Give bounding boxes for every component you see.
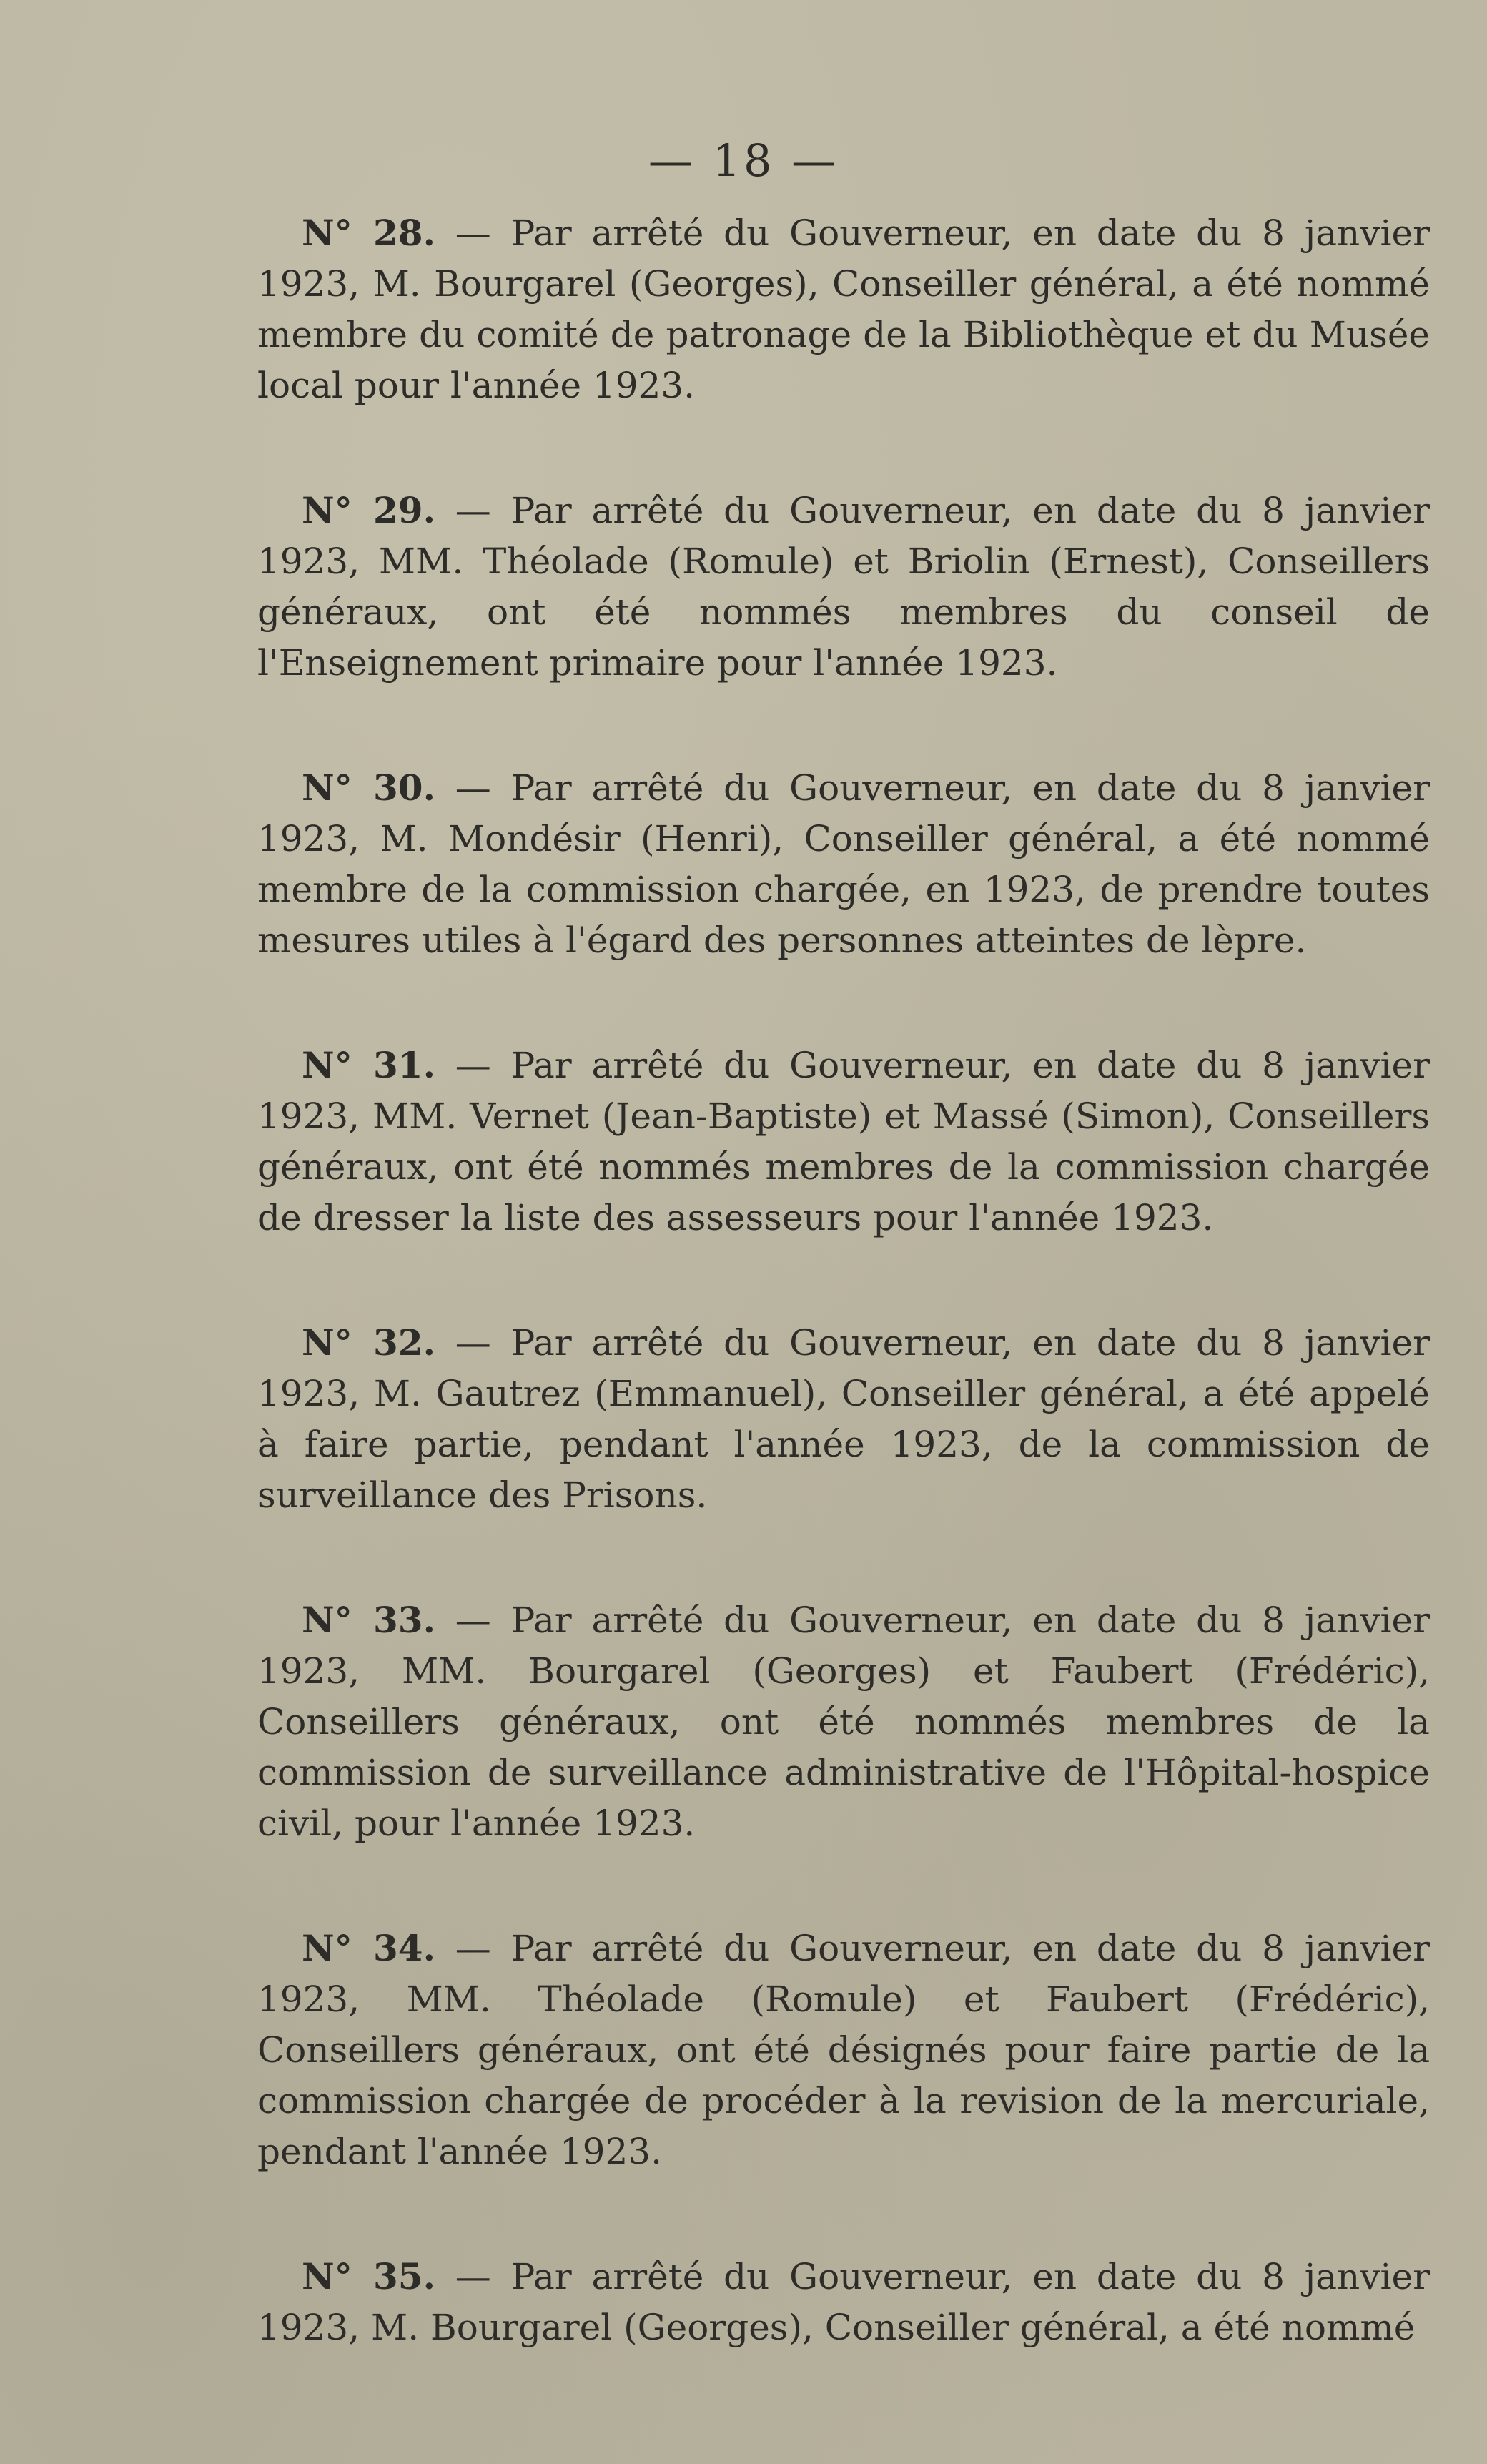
entry-number: N° 28. xyxy=(302,212,435,254)
entry-text: — Par arrêté du Gouverneur, en date du 8 janvier 1923, M. Bourgarel (Georges), Conseiller général, a été nommé xyxy=(257,2256,1430,2348)
entry-text: — Par arrêté du Gouverneur, en date du 8 janvier 1923, M. Bourgarel (Georges), Conseiller général, a été nommé membre du comité de patronage de la Bibliothèque et du Musée local pour l'année 1923. xyxy=(257,212,1430,406)
entry-number: N° 32. xyxy=(302,1321,435,1364)
entry-28 xyxy=(257,207,1430,411)
entry-34 xyxy=(257,1923,1430,2177)
entry-text: — Par arrêté du Gouverneur, en date du 8 janvier 1923, M. Mondésir (Henri), Conseiller général, a été nommé membre de la commission chargée, en 1923, de prendre toutes mesures utiles à l'égard des personnes atteintes de lèpre. xyxy=(257,767,1430,961)
entry-35 xyxy=(257,2251,1430,2353)
entry-text: — Par arrêté du Gouverneur, en date du 8 janvier 1923, MM. Vernet (Jean-Baptiste) et Massé (Simon), Conseillers généraux, ont été nommés membres de la commission chargée de dresser la liste des assesseurs pour l'année 1923. xyxy=(257,1045,1430,1238)
entry-32 xyxy=(257,1317,1430,1521)
text-column xyxy=(257,207,1430,2353)
entry-text: — Par arrêté du Gouverneur, en date du 8 janvier 1923, MM. Théolade (Romule) et Faubert (Frédéric), Conseillers généraux, ont été désignés pour faire partie de la commission chargée de procéder à la revision de la mercuriale, pendant l'année 1923. xyxy=(257,1928,1430,2172)
entry-33 xyxy=(257,1595,1430,1849)
entry-text: — Par arrêté du Gouverneur, en date du 8 janvier 1923, MM. Bourgarel (Georges) et Faubert (Frédéric), Conseillers généraux, ont été nommés membres de la commission de surveillance administrative de l'Hôpital-hospice civil, pour l'année 1923. xyxy=(257,1600,1430,1844)
entry-number: N° 35. xyxy=(302,2255,435,2297)
entry-number: N° 29. xyxy=(302,489,435,531)
entry-30 xyxy=(257,762,1430,966)
entry-29 xyxy=(257,485,1430,689)
page-number: — 18 — xyxy=(648,134,839,187)
entry-number: N° 34. xyxy=(302,1927,435,1969)
entry-number: N° 31. xyxy=(302,1044,435,1086)
entry-31 xyxy=(257,1040,1430,1243)
entry-number: N° 30. xyxy=(302,767,435,809)
entry-text: — Par arrêté du Gouverneur, en date du 8 janvier 1923, MM. Théolade (Romule) et Briolin (Ernest), Conseillers généraux, ont été nommés membres du conseil de l'Enseignement primaire pour l'année 1923. xyxy=(257,490,1430,684)
entry-text: — Par arrêté du Gouverneur, en date du 8 janvier 1923, M. Gautrez (Emmanuel), Conseiller général, a été appelé à faire partie, pendant l'année 1923, de la commission de surveillance des Prisons. xyxy=(257,1322,1430,1516)
entry-number: N° 33. xyxy=(302,1599,435,1641)
